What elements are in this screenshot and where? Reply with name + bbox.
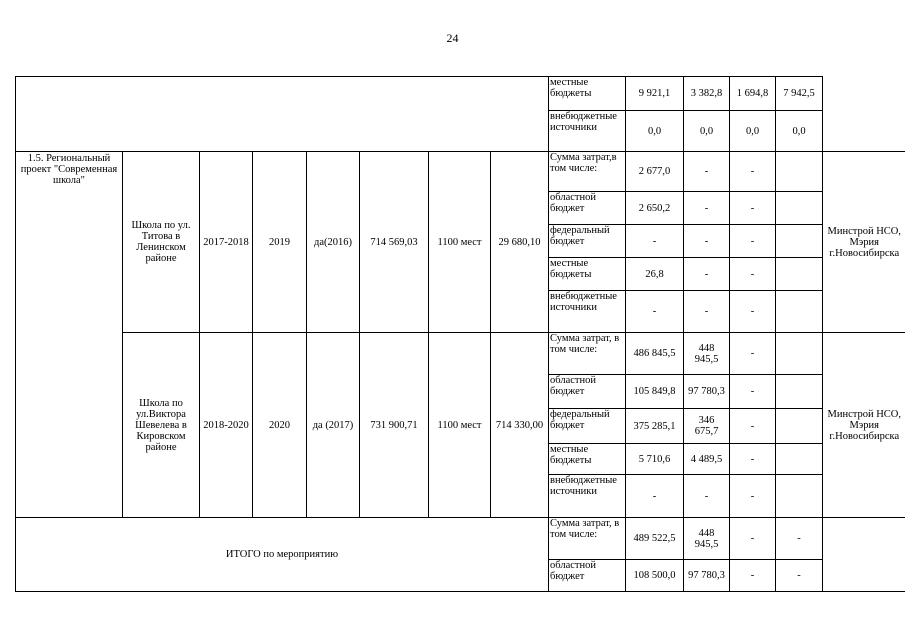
source-cell: внебюджетные источники — [549, 291, 626, 333]
empty-block — [16, 77, 549, 152]
value-cell: - — [730, 518, 776, 560]
value-cell: 375 285,1 — [626, 409, 684, 444]
value-cell: - — [684, 152, 730, 192]
value-cell: 4 489,5 — [684, 444, 730, 475]
value-cell: - — [626, 225, 684, 258]
value-cell: - — [730, 291, 776, 333]
value-cell: 346 675,7 — [684, 409, 730, 444]
value-cell: 0,0 — [626, 111, 684, 152]
source-cell: областной бюджет — [549, 192, 626, 225]
source-cell: Сумма затрат, в том числе: — [549, 333, 626, 375]
table-row — [16, 518, 905, 560]
program-table — [15, 76, 905, 592]
value-cell — [776, 409, 823, 444]
value-cell: 448 945,5 — [684, 333, 730, 375]
source-cell: местные бюджеты — [549, 77, 626, 111]
value-cell: 2 650,2 — [626, 192, 684, 225]
value-cell — [776, 475, 823, 518]
source-cell: Сумма затрат, в том числе: — [549, 518, 626, 560]
source-cell: федеральный бюджет — [549, 225, 626, 258]
source-cell: областной бюджет — [549, 375, 626, 409]
total-label: ИТОГО по мероприятию — [16, 518, 549, 592]
school-expertise: да(2016) — [307, 152, 360, 333]
value-cell: 3 382,8 — [684, 77, 730, 111]
table-row — [16, 77, 905, 111]
school-executor: Минстрой НСО, Мэрия г.Новосибирска — [823, 152, 905, 333]
value-cell: - — [684, 475, 730, 518]
executor-empty — [823, 77, 905, 152]
school-period: 2018-2020 — [200, 333, 253, 518]
project-name: 1.5. Региональный проект "Современная школа" — [16, 152, 123, 518]
value-cell: - — [730, 225, 776, 258]
value-cell: 5 710,6 — [626, 444, 684, 475]
value-cell: - — [730, 258, 776, 291]
source-cell: внебюджетные источники — [549, 475, 626, 518]
value-cell: - — [626, 475, 684, 518]
value-cell: - — [626, 291, 684, 333]
value-cell — [776, 258, 823, 291]
school-expertise: да (2017) — [307, 333, 360, 518]
school-year: 2020 — [253, 333, 307, 518]
school-cost: 731 900,71 — [360, 333, 429, 518]
value-cell: 0,0 — [684, 111, 730, 152]
value-cell — [776, 225, 823, 258]
school-executor: Минстрой НСО, Мэрия г.Новосибирска — [823, 333, 905, 518]
value-cell — [776, 444, 823, 475]
value-cell: 486 845,5 — [626, 333, 684, 375]
value-cell: 105 849,8 — [626, 375, 684, 409]
value-cell: 0,0 — [776, 111, 823, 152]
value-cell — [776, 291, 823, 333]
value-cell: - — [730, 375, 776, 409]
value-cell: - — [776, 560, 823, 592]
school-capacity: 1100 мест — [429, 152, 491, 333]
school-capacity: 1100 мест — [429, 333, 491, 518]
school-year: 2019 — [253, 152, 307, 333]
source-cell: местные бюджеты — [549, 258, 626, 291]
value-cell — [776, 333, 823, 375]
value-cell: - — [684, 258, 730, 291]
value-cell: - — [730, 333, 776, 375]
value-cell — [776, 192, 823, 225]
value-cell: - — [730, 475, 776, 518]
value-cell: 2 677,0 — [626, 152, 684, 192]
table-row — [16, 152, 905, 192]
source-cell: внебюджетные источники — [549, 111, 626, 152]
source-cell: Сумма затрат,в том числе: — [549, 152, 626, 192]
value-cell: 26,8 — [626, 258, 684, 291]
value-cell: - — [730, 444, 776, 475]
school-name: Школа по ул.Виктора Шевелева в Кировском районе — [123, 333, 200, 518]
source-cell: местные бюджеты — [549, 444, 626, 475]
value-cell — [776, 375, 823, 409]
value-cell: 489 522,5 — [626, 518, 684, 560]
value-cell: - — [730, 560, 776, 592]
value-cell: - — [730, 409, 776, 444]
value-cell: 9 921,1 — [626, 77, 684, 111]
value-cell: - — [730, 192, 776, 225]
total-executor-empty — [823, 518, 905, 592]
value-cell: - — [684, 225, 730, 258]
school-remaining: 29 680,10 — [491, 152, 549, 333]
source-cell: областной бюджет — [549, 560, 626, 592]
value-cell: - — [684, 192, 730, 225]
value-cell: 7 942,5 — [776, 77, 823, 111]
value-cell: 97 780,3 — [684, 560, 730, 592]
value-cell: 1 694,8 — [730, 77, 776, 111]
value-cell: - — [684, 291, 730, 333]
source-cell: федеральный бюджет — [549, 409, 626, 444]
value-cell: 448 945,5 — [684, 518, 730, 560]
school-cost: 714 569,03 — [360, 152, 429, 333]
value-cell: - — [776, 518, 823, 560]
value-cell: 97 780,3 — [684, 375, 730, 409]
value-cell: 0,0 — [730, 111, 776, 152]
school-remaining: 714 330,00 — [491, 333, 549, 518]
value-cell — [776, 152, 823, 192]
school-period: 2017-2018 — [200, 152, 253, 333]
school-name: Школа по ул. Титова в Ленинском районе — [123, 152, 200, 333]
value-cell: - — [730, 152, 776, 192]
page-number: 24 — [446, 31, 459, 45]
table-row — [16, 333, 905, 375]
value-cell: 108 500,0 — [626, 560, 684, 592]
